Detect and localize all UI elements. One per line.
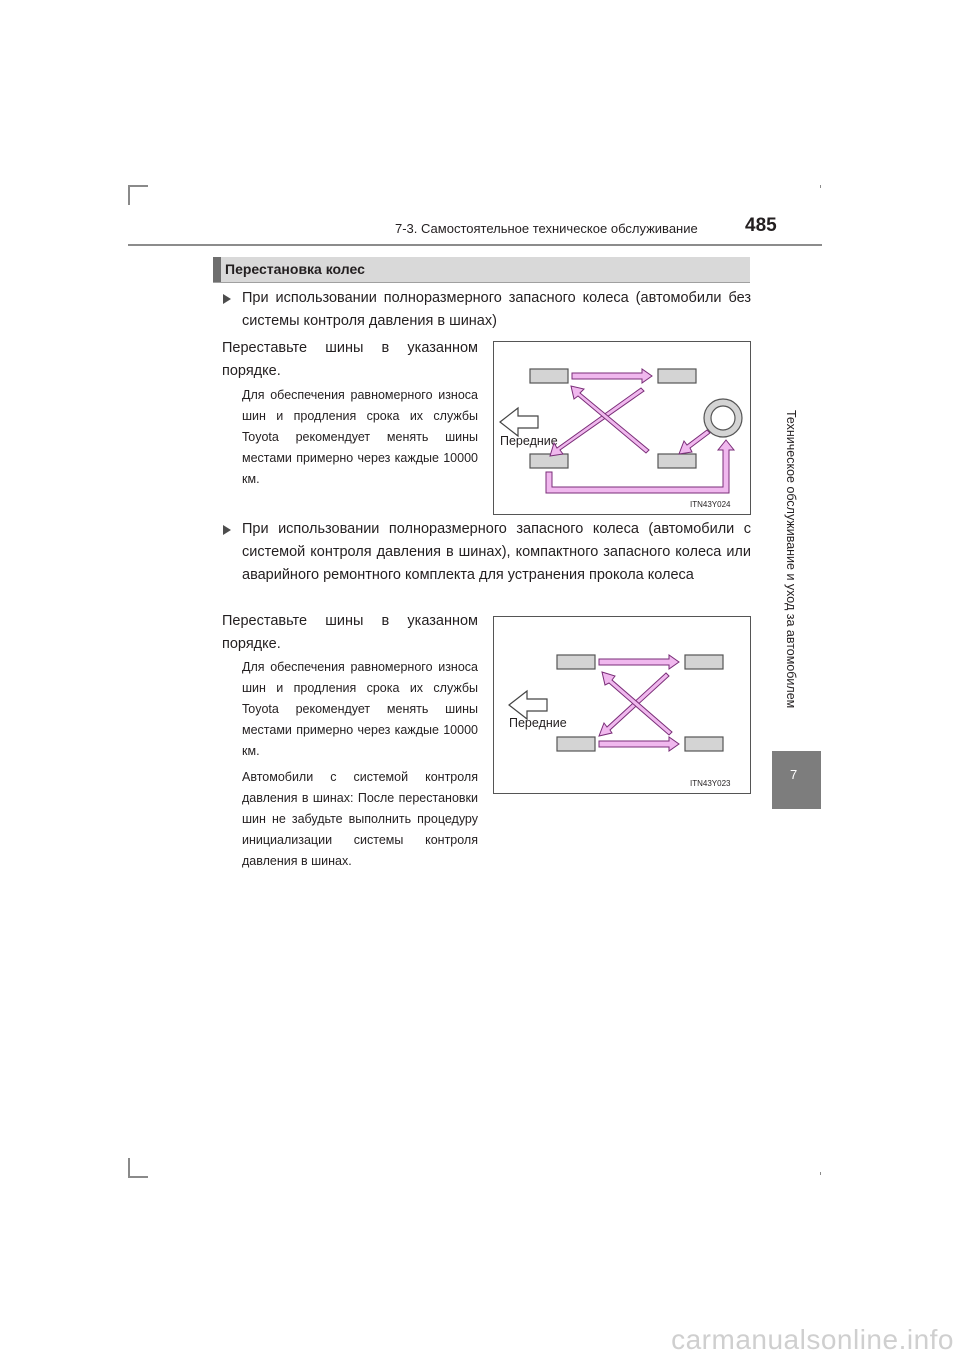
chapter-side-title-wrap [778, 410, 798, 760]
arrow-front-left-to-right [572, 369, 652, 383]
figure-code-2: ITN43Y023 [690, 779, 731, 788]
bullet-triangle-icon [223, 525, 231, 535]
arrow-cross-to-rear-left [550, 388, 644, 456]
tire-rear-right [685, 737, 723, 751]
section-heading [213, 257, 750, 283]
front-label: Передние [509, 716, 567, 730]
bullet-item-1 [217, 287, 751, 333]
front-direction-arrow-icon [509, 691, 547, 719]
tire-rotation-svg-2 [494, 617, 750, 793]
tire-rear-right [658, 454, 696, 468]
tire-front-right [685, 655, 723, 669]
crop-mark-top-left-v [128, 185, 130, 205]
tire-rear-left [530, 454, 568, 468]
note-paragraph: Автомобили с системой контроля давления в шинах: После перестановки шин не забудьте выполнить процедуру инициализации системы контроля давления в шинах. [242, 770, 478, 868]
section-heading-bar [213, 257, 221, 282]
note-text-1 [242, 385, 478, 490]
instruction-text-2: Переставьте шины в указанном порядке. [222, 613, 478, 652]
tire-front-right [658, 369, 696, 383]
section-heading-title: Перестановка колес [225, 261, 365, 277]
tire-rotation-svg-1 [494, 342, 750, 514]
crop-mark-bottom-left-v [128, 1158, 130, 1178]
note-text-2 [242, 657, 478, 872]
chapter-number: 7 [790, 767, 798, 782]
bullet-item-2 [217, 518, 751, 587]
chapter-tab [772, 751, 821, 809]
arrow-spare-to-rear-right [679, 430, 710, 454]
bullet-triangle-icon [223, 294, 231, 304]
crop-mark-bottom-left-h [128, 1176, 148, 1178]
instruction-text-1: Переставьте шины в указанном порядке. [222, 340, 478, 379]
crop-mark-top-right [820, 185, 821, 188]
page-number: 485 [745, 215, 777, 236]
chapter-side-title: Техническое обслуживание и уход за автомобилем [784, 410, 798, 709]
crop-mark-bottom-right [820, 1172, 821, 1175]
bullet-text-2: При использовании полноразмерного запасного колеса (автомобили с системой контроля давления в шинах), компактного запасного колеса или аварийного ремонтного комплекта для устранения прокола колеса [242, 521, 751, 583]
running-header: 7-3. Самостоятельное техническое обслуживание [395, 221, 698, 236]
front-label: Передние [500, 434, 558, 448]
watermark: carmanualsonline.info [671, 1324, 954, 1355]
front-direction-arrow-icon [500, 408, 538, 436]
tire-rotation-diagram-2 [493, 616, 751, 794]
bullet-text-1: При использовании полноразмерного запасного колеса (автомобили без системы контроля давления в шинах) [242, 290, 751, 329]
crop-mark-top-left-h [128, 185, 148, 187]
tire-front-left [530, 369, 568, 383]
header-rule [128, 244, 822, 246]
spare-tire-hub [711, 406, 735, 430]
tire-rear-left [557, 737, 595, 751]
arrow-front-left-to-right [599, 655, 679, 669]
note-paragraph: Для обеспечения равномерного износа шин и продления срока их службы Toyota рекомендует менять шины местами примерно через каждые 10000 км. [242, 660, 478, 758]
tire-front-left [557, 655, 595, 669]
note-paragraph: Для обеспечения равномерного износа шин и продления срока их службы Toyota рекомендует менять шины местами примерно через каждые 10000 км. [242, 388, 478, 486]
arrow-rear-left-to-right [599, 737, 679, 751]
figure-code-1: ITN43Y024 [690, 500, 731, 509]
tire-rotation-diagram-1 [493, 341, 751, 515]
